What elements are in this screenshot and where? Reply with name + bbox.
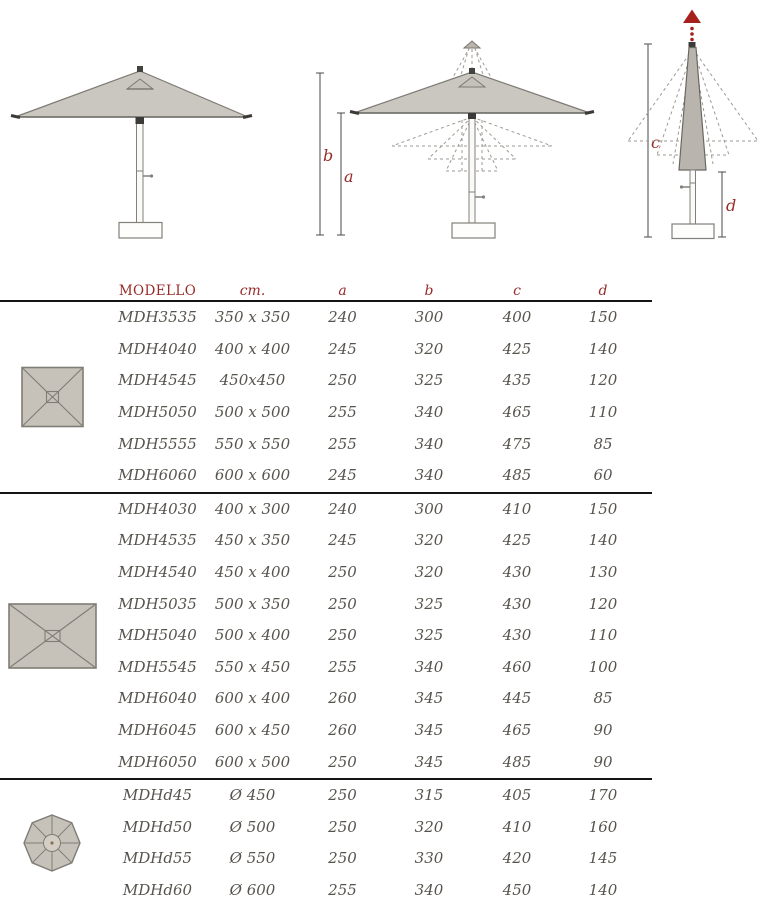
figure-closed-umbrella [628,10,758,239]
size-cell: 600 x 500 [214,752,291,771]
d-cell: 140 [588,339,618,358]
header-c: c [513,283,521,299]
umbrella-base [672,224,714,239]
model-cell: MDHd50 [122,817,193,836]
d-cell: 120 [588,594,618,613]
header-d: d [598,283,608,299]
figure-open-umbrella-side [11,66,252,238]
b-cell: 325 [414,626,444,645]
b-cell: 325 [414,371,444,390]
c-cell: 420 [502,849,532,868]
model-cell: MDH5545 [118,657,197,676]
d-cell: 130 [588,563,618,582]
size-cell: 600 x 400 [214,689,291,708]
a-cell: 250 [328,626,357,645]
c-cell: 445 [502,689,532,708]
header-modello: MODELLO [118,282,197,299]
b-cell: 320 [414,531,444,550]
c-cell: 410 [502,499,532,518]
model-cell: MDH3535 [118,308,197,327]
table-row [0,557,652,589]
d-cell: 160 [588,817,618,836]
table-row [0,460,652,492]
c-cell: 425 [502,531,532,550]
model-cell: MDH5035 [118,594,197,613]
table-row [0,428,652,460]
d-cell: 60 [593,466,613,485]
a-cell: 250 [328,817,357,836]
a-cell: 245 [328,531,357,550]
size-cell: 450x450 [219,371,286,390]
table-section [0,492,652,778]
header-a: a [338,283,347,299]
table-row [0,525,652,557]
table-row [0,875,652,905]
model-cell: MDH5050 [118,403,197,422]
lift-arrow-icon [683,10,701,42]
spec-table-body [0,302,652,905]
c-cell: 475 [502,434,532,453]
b-cell: 340 [414,657,444,676]
size-cell: 600 x 450 [214,721,291,740]
c-cell: 430 [502,594,532,613]
table-section [0,778,652,905]
a-cell: 250 [328,594,357,613]
header-cm: cm. [239,283,266,299]
a-cell: 245 [328,339,357,358]
model-cell: MDHd55 [122,849,193,868]
table-section [0,302,652,492]
size-cell: 450 x 350 [214,531,291,550]
table-row [0,715,652,747]
model-cell: MDH4545 [118,371,197,390]
b-cell: 300 [414,499,444,518]
size-cell: 550 x 450 [214,657,291,676]
b-cell: 330 [414,849,444,868]
d-cell: 120 [588,371,618,390]
a-cell: 250 [328,371,357,390]
d-cell: 100 [588,657,618,676]
model-cell: MDH4030 [118,499,197,518]
model-cell: MDH6050 [118,752,197,771]
umbrella-base [452,223,495,238]
model-cell: MDHd60 [122,880,193,899]
d-cell: 140 [588,880,618,899]
model-cell: MDH4535 [118,531,197,550]
b-cell: 345 [414,721,444,740]
c-cell: 450 [502,880,532,899]
d-cell: 90 [593,752,613,771]
dim-label-c: c [651,133,660,152]
a-cell: 255 [328,434,357,453]
d-cell: 90 [593,721,613,740]
b-cell: 320 [414,817,444,836]
a-cell: 255 [328,403,357,422]
table-row [0,494,652,526]
c-cell: 465 [502,721,532,740]
d-cell: 150 [588,499,618,518]
a-cell: 250 [328,563,357,582]
c-cell: 435 [502,371,532,390]
table-row [0,302,652,334]
table-row [0,397,652,429]
c-cell: 410 [502,817,532,836]
d-cell: 110 [588,403,618,422]
c-cell: 425 [502,339,532,358]
model-cell: MDH6060 [118,466,197,485]
b-cell: 340 [414,434,444,453]
table-row [0,746,652,778]
b-cell: 320 [414,339,444,358]
a-cell: 240 [328,308,357,327]
table-row [0,588,652,620]
table-row [0,780,652,812]
table-row [0,334,652,366]
model-cell: MDHd45 [122,786,193,805]
a-cell: 250 [328,849,357,868]
a-cell: 240 [328,499,357,518]
b-cell: 340 [414,880,444,899]
c-cell: 430 [502,626,532,645]
d-cell: 110 [588,626,618,645]
c-cell: 405 [502,786,532,805]
size-cell: 500 x 500 [214,403,291,422]
b-cell: 300 [414,308,444,327]
size-cell: Ø 550 [229,849,276,868]
c-cell: 460 [502,657,532,676]
b-cell: 325 [414,594,444,613]
dim-label-d: d [726,196,737,215]
table-row [0,620,652,652]
c-cell: 400 [502,308,532,327]
b-cell: 345 [414,752,444,771]
a-cell: 255 [328,657,357,676]
model-cell: MDH4040 [118,339,197,358]
size-cell: 500 x 400 [214,626,291,645]
b-cell: 315 [414,786,444,805]
size-cell: Ø 600 [229,880,276,899]
table-row [0,812,652,844]
size-cell: 400 x 300 [214,499,291,518]
d-cell: 85 [593,689,613,708]
a-cell: 250 [328,752,357,771]
size-cell: Ø 500 [229,817,276,836]
table-row [0,683,652,715]
dim-label-b: b [323,146,334,165]
model-cell: MDH6045 [118,721,197,740]
a-cell: 255 [328,880,357,899]
c-cell: 465 [502,403,532,422]
b-cell: 320 [414,563,444,582]
a-cell: 260 [328,689,357,708]
d-cell: 145 [588,849,618,868]
spec-table [0,277,652,905]
size-cell: 450 x 400 [214,563,291,582]
size-cell: Ø 450 [229,786,276,805]
model-cell: MDH4540 [118,563,197,582]
d-cell: 140 [588,531,618,550]
header-b: b [424,283,434,299]
size-cell: 400 x 400 [214,339,291,358]
a-cell: 260 [328,721,357,740]
size-cell: 500 x 350 [214,594,291,613]
b-cell: 340 [414,466,444,485]
table-header-row [0,277,652,302]
dim-label-a: a [344,167,354,186]
b-cell: 340 [414,403,444,422]
finial-knob [137,66,143,72]
dimension-line-d [718,172,726,237]
d-cell: 170 [588,786,618,805]
model-cell: MDH5040 [118,626,197,645]
c-cell: 430 [502,563,532,582]
umbrella-base [119,223,162,239]
c-cell: 485 [502,752,532,771]
a-cell: 250 [328,786,357,805]
model-cell: MDH5555 [118,434,197,453]
model-cell: MDH6040 [118,689,197,708]
d-cell: 85 [593,434,613,453]
size-cell: 350 x 350 [214,308,291,327]
size-cell: 600 x 600 [214,466,291,485]
a-cell: 245 [328,466,357,485]
d-cell: 150 [588,308,618,327]
umbrella-diagrams [0,0,770,262]
size-cell: 550 x 550 [214,434,291,453]
table-row [0,365,652,397]
b-cell: 345 [414,689,444,708]
table-row [0,843,652,875]
figure-height-dimensions [316,41,594,238]
c-cell: 485 [502,466,532,485]
table-row [0,652,652,684]
